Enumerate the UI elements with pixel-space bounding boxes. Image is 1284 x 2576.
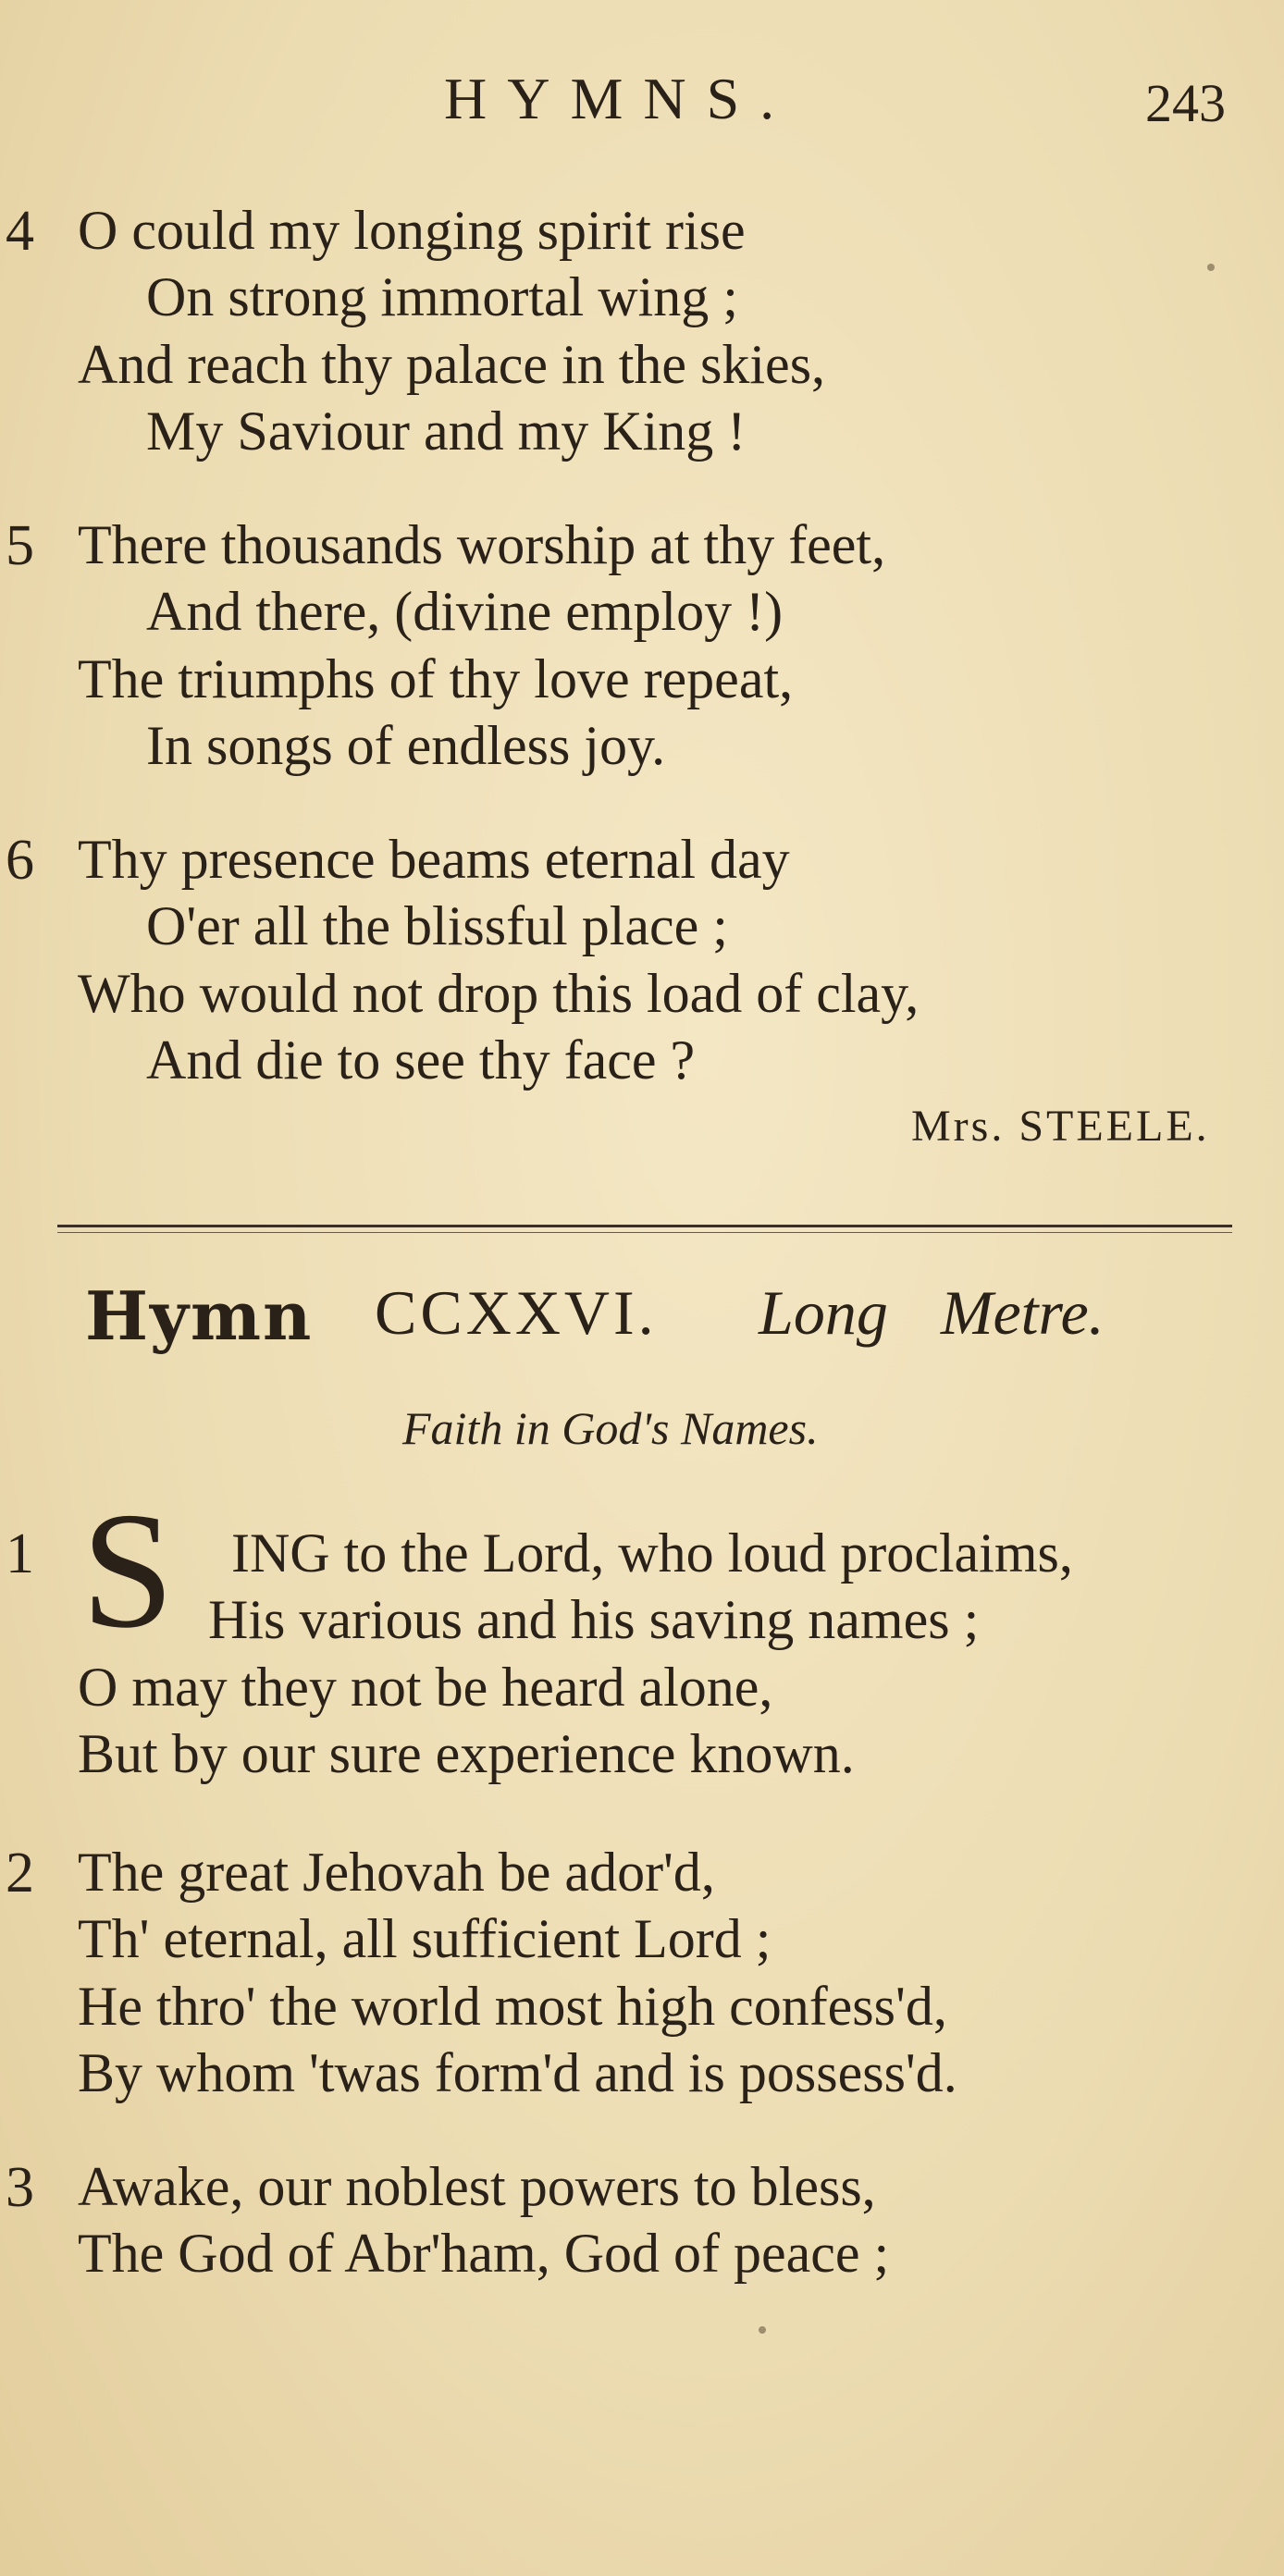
author-attribution: Mrs. STEELE. xyxy=(911,1102,1210,1151)
verse-line: Thy presence beams eternal day xyxy=(78,829,790,890)
hymn-metre: Long Metre. xyxy=(759,1277,1105,1348)
running-head xyxy=(0,65,1284,133)
verse-line: Awake, our noblest powers to bless, xyxy=(78,2156,876,2217)
verse-line: He thro' the world most high confess'd, xyxy=(78,1976,947,2037)
verse-line: On strong immortal wing ; xyxy=(146,266,738,327)
verse-line: By whom 'twas form'd and is possess'd. xyxy=(78,2042,957,2103)
hymn-heading xyxy=(0,1276,1284,1360)
page-number: 243 xyxy=(1145,73,1226,133)
stanza-number: 2 xyxy=(6,1842,34,1904)
verse-line: His various and his saving names ; xyxy=(208,1589,980,1650)
verse-line: And reach thy palace in the skies, xyxy=(78,334,826,395)
verse-line: In songs of endless joy. xyxy=(146,715,666,776)
stanza-number: 5 xyxy=(6,514,34,577)
verse-line: But by our sure experience known. xyxy=(78,1723,855,1784)
verse-line: And die to see thy face ? xyxy=(146,1029,696,1091)
verse-line: ING to the Lord, who loud proclaims, xyxy=(231,1522,1073,1584)
verse-line: O could my longing spirit rise xyxy=(78,200,746,261)
running-title: HYMNS. xyxy=(444,66,796,131)
hymn-numeral: CCXXVI. xyxy=(375,1277,658,1348)
paper-speck xyxy=(1207,264,1215,271)
verse-line: O'er all the blissful place ; xyxy=(146,895,728,956)
verse-line: Who would not drop this load of clay, xyxy=(78,963,920,1024)
stanza-number: 4 xyxy=(6,200,34,263)
section-divider-thin xyxy=(57,1232,1232,1233)
paper-speck xyxy=(759,2326,766,2334)
verse-line: The God of Abr'ham, God of peace ; xyxy=(78,2223,890,2284)
verse-line: There thousands worship at thy feet, xyxy=(78,514,886,575)
hymn-subtitle: Faith in God's Names. xyxy=(402,1402,819,1454)
verse-line: Th' eternal, all sufficient Lord ; xyxy=(78,1908,772,1969)
verse-line: The great Jehovah be ador'd, xyxy=(78,1842,715,1903)
stanza-number: 1 xyxy=(6,1522,34,1585)
stanza-number: 3 xyxy=(6,2156,34,2219)
drop-cap: S xyxy=(81,1478,175,1662)
verse-line: My Saviour and my King ! xyxy=(146,401,747,462)
verse-line: The triumphs of thy love repeat, xyxy=(78,648,794,709)
verse-line: O may they not be heard alone, xyxy=(78,1657,773,1718)
hymn-heading-word: Hymn xyxy=(85,1276,314,1355)
section-divider xyxy=(57,1225,1232,1227)
stanza-number: 6 xyxy=(6,829,34,892)
verse-line: And there, (divine employ !) xyxy=(146,581,784,642)
